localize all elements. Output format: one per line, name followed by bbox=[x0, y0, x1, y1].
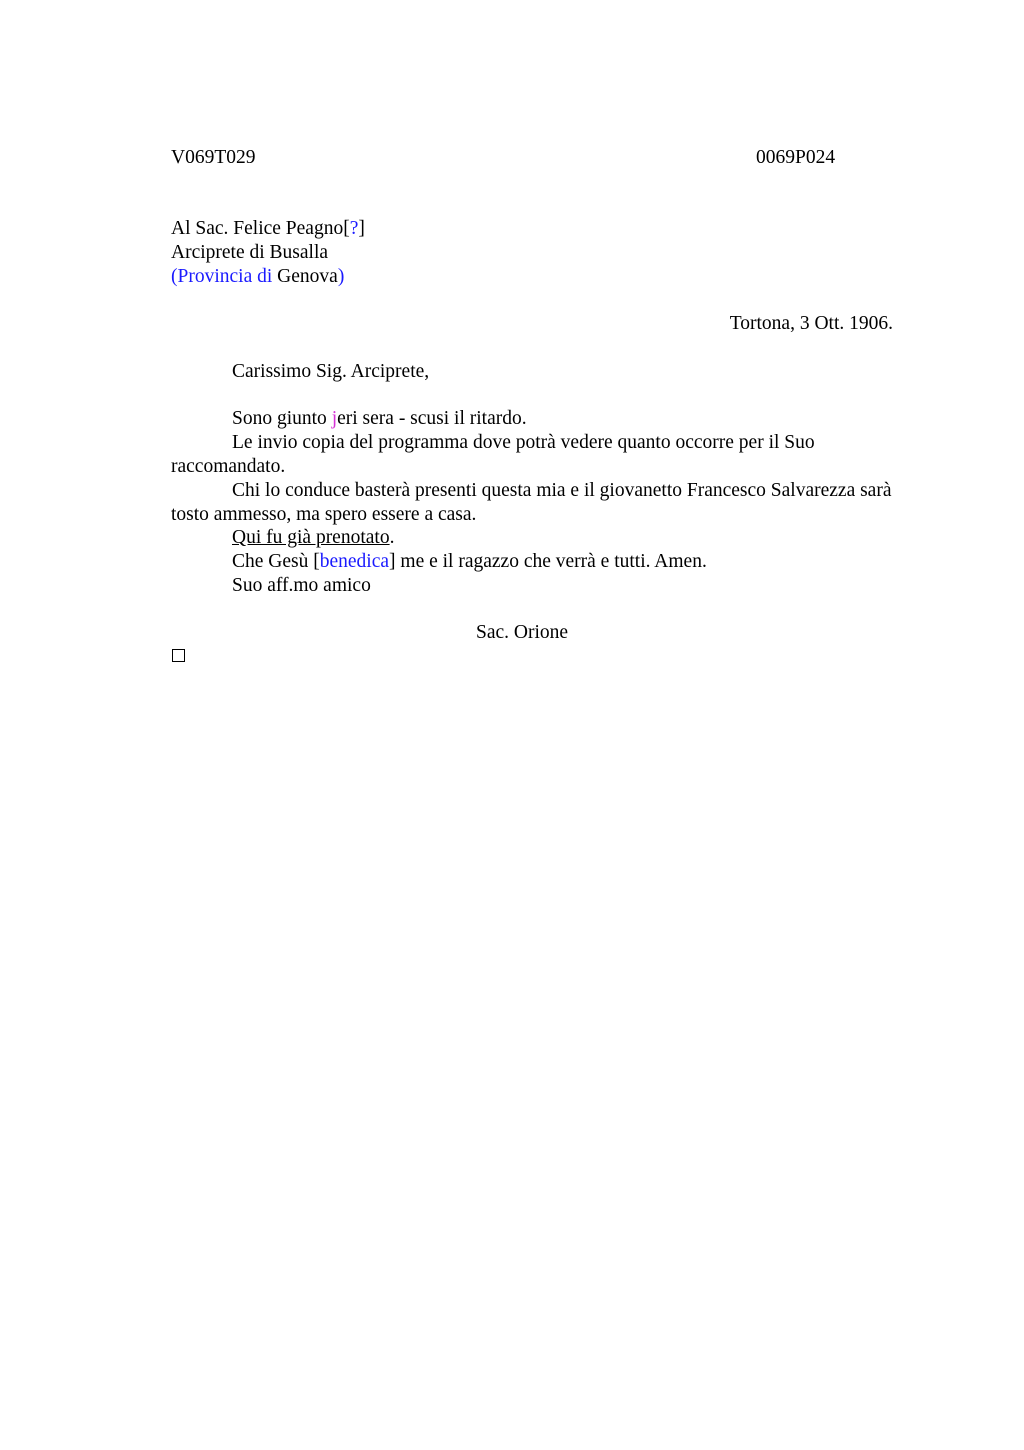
paragraph-text: Sono giunto bbox=[232, 408, 332, 429]
body-paragraph-4 bbox=[171, 526, 893, 550]
end-box-icon bbox=[172, 649, 185, 662]
address-line-3 bbox=[171, 265, 344, 289]
address-line-1 bbox=[171, 217, 365, 241]
paragraph-text: . bbox=[389, 527, 395, 548]
dateline: Tortona, 3 Ott. 1906. bbox=[729, 313, 893, 334]
paragraph-text: eri sera - scusi il ritardo. bbox=[337, 408, 527, 429]
underlined-text: Qui fu già prenotato bbox=[232, 527, 390, 548]
body-paragraph-5 bbox=[171, 550, 893, 574]
correction-mark: j bbox=[331, 408, 338, 429]
signature: Sac. Orione bbox=[476, 622, 569, 643]
document-code-right: 0069P024 bbox=[756, 147, 836, 168]
document-code-left: V069T029 bbox=[171, 147, 256, 168]
editorial-query-mark: ? bbox=[349, 218, 359, 239]
salutation: Carissimo Sig. Arciprete, bbox=[232, 361, 430, 382]
province-prefix: (Provincia di bbox=[171, 266, 278, 287]
editorial-insertion: benedica bbox=[319, 551, 390, 572]
province-city: Genova bbox=[277, 266, 338, 287]
recipient-name: Al Sac. Felice Peagno bbox=[171, 218, 344, 239]
province-close: ) bbox=[337, 266, 345, 287]
paragraph-text: ] me e il ragazzo che verrà e tutti. Amen. bbox=[389, 551, 707, 572]
bracket-close: ] bbox=[358, 218, 365, 239]
address-line-2: Arciprete di Busalla bbox=[171, 242, 329, 263]
body-paragraph-3: Chi lo conduce basterà presenti questa mia e il giovanetto Francesco Salvarezza sarà tosto ammesso, ma spero essere a casa. bbox=[171, 480, 892, 525]
body-paragraph-1 bbox=[171, 407, 893, 431]
body-paragraph-2: Le invio copia del programma dove potrà vedere quanto occorre per il Suo raccomandato. bbox=[171, 432, 815, 477]
bracket-open: [ bbox=[343, 218, 350, 239]
closing-line: Suo aff.mo amico bbox=[232, 575, 371, 596]
paragraph-text: Che Gesù [ bbox=[232, 551, 320, 572]
